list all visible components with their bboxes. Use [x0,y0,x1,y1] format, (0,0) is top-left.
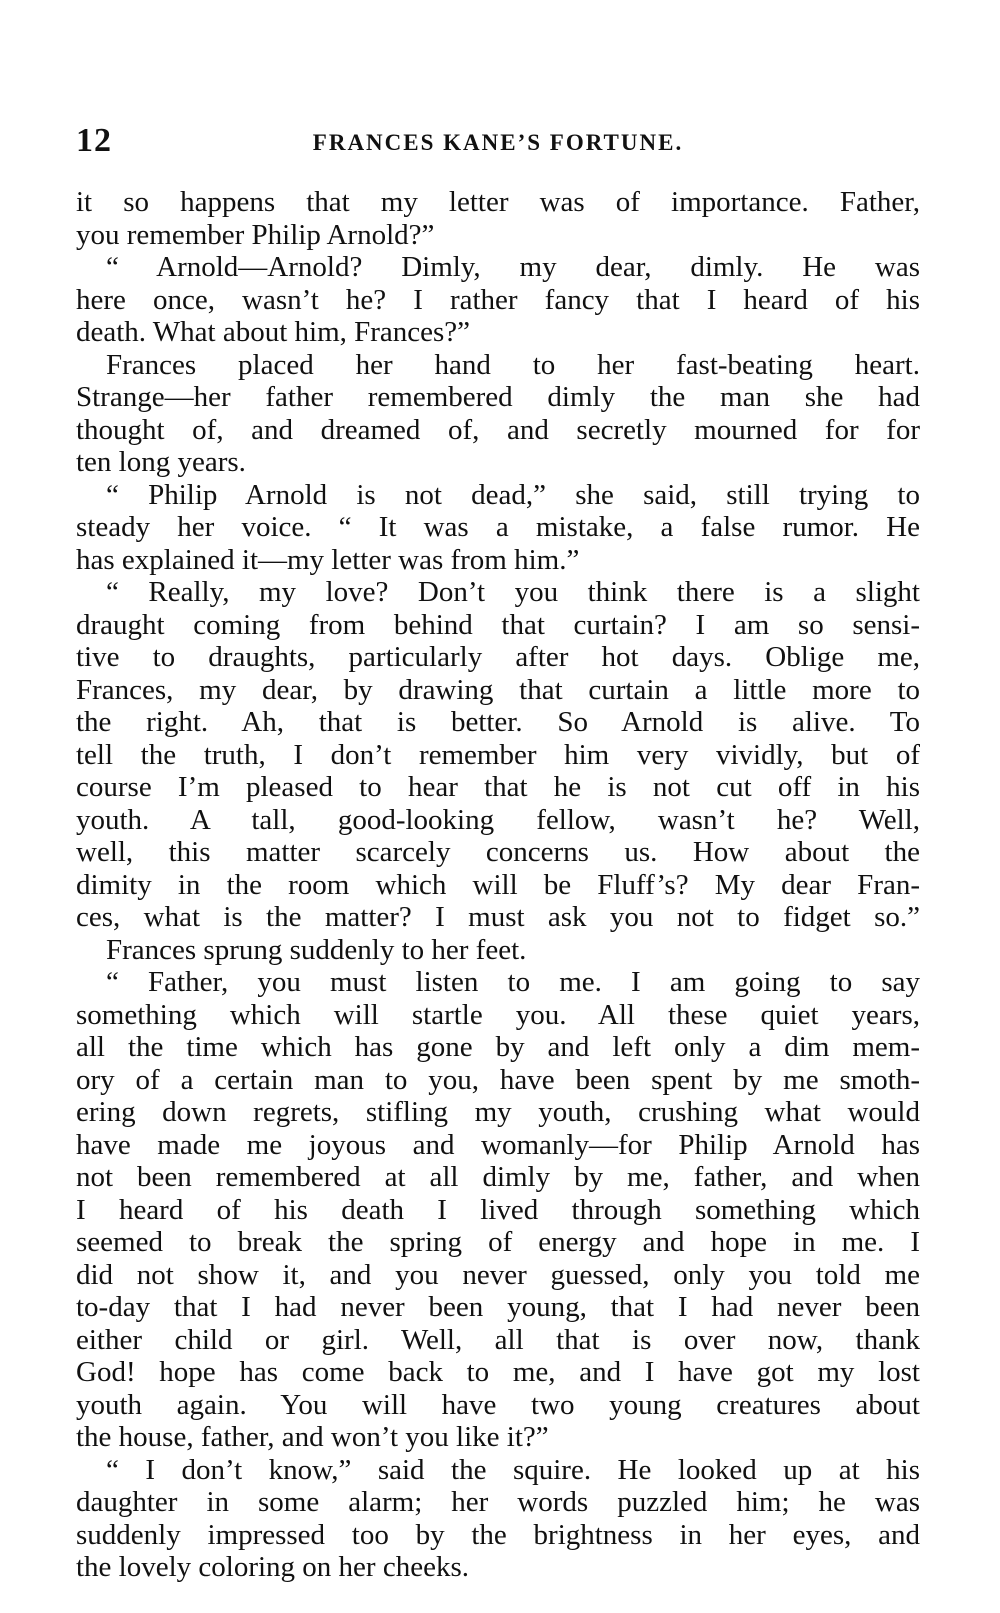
text-line: here once, wasn’t he? I rather fancy that I heard of his [76,283,920,316]
text-line: Frances placed her hand to her fast-beating heart. [106,348,920,381]
text-line: well, this matter scarcely concerns us. How about the [76,836,920,868]
text-line: suddenly impressed too by the brightness in her eyes, and [76,1518,920,1551]
text-line: something which will startle you. All these quiet years, [76,998,920,1031]
text-line: “ Philip Arnold is not dead,” she said, still trying to [106,478,920,511]
running-head [76,122,920,162]
text-line: have made me joyous and womanly—for Philip Arnold has [76,1128,920,1161]
text-line: the lovely coloring on her cheeks. [76,1551,469,1583]
text-line: did not show it, and you never guessed, only you told me [76,1258,920,1291]
text-line: Strange—her father remembered dimly the man she had [76,381,920,413]
text-line: you remember Philip Arnold?” [76,218,435,251]
text-line: steady her voice. “ It was a mistake, a false rumor. He [76,511,920,543]
text-line: it so happens that my letter was of importance. Father, [76,186,920,218]
body-text [76,186,920,1584]
text-line: to-day that I had never been young, that I had never been [76,1291,920,1323]
text-line: tive to draughts, particularly after hot days. Oblige me, [76,641,920,673]
text-line: draught coming from behind that curtain? I am so sensi- [76,608,920,641]
text-line: youth. A tall, good-looking fellow, wasn’t he? Well, [76,803,920,836]
text-line: seemed to break the spring of energy and hope in me. I [76,1226,920,1258]
text-line: “ Father, you must listen to me. I am going to say [106,966,920,998]
text-line: the right. Ah, that is better. So Arnold is alive. To [76,706,920,738]
text-line: either child or girl. Well, all that is over now, thank [76,1323,920,1356]
text-line: has explained it—my letter was from him.” [76,543,580,576]
text-line: Frances, my dear, by drawing that curtain a little more to [76,673,920,706]
text-line: thought of, and dreamed of, and secretly mourned for for [76,413,920,446]
text-line: ory of a certain man to you, have been spent by me smoth- [76,1063,920,1096]
text-line: daughter in some alarm; her words puzzled him; he was [76,1486,920,1518]
text-line: all the time which has gone by and left only a dim mem- [76,1031,920,1063]
text-line: “ Really, my love? Don’t you think there is a slight [106,576,920,608]
text-line: ces, what is the matter? I must ask you not to fidget so.” [76,901,920,933]
text-line: not been remembered at all dimly by me, father, and when [76,1161,920,1193]
text-line: youth again. You will have two young creatures about [76,1388,920,1421]
text-line: course I’m pleased to hear that he is not cut off in his [76,771,920,803]
text-line: Frances sprung suddenly to her feet. [106,933,527,966]
text-line: dimity in the room which will be Fluff’s? My dear Fran- [76,868,920,901]
text-line: I heard of his death I lived through something which [76,1193,920,1226]
text-line: the house, father, and won’t you like it?” [76,1421,549,1453]
text-line: “ I don’t know,” said the squire. He looked up at his [106,1453,920,1486]
text-line: God! hope has come back to me, and I have got my lost [76,1356,920,1388]
text-line: “ Arnold—Arnold? Dimly, my dear, dimly. He was [106,251,920,283]
text-line: ten long years. [76,446,246,478]
running-title: FRANCES KANE’S FORTUNE. [312,130,684,155]
text-line: tell the truth, I don’t remember him very vividly, but of [76,738,920,771]
text-line: ering down regrets, stifling my youth, crushing what would [76,1096,920,1128]
text-line: death. What about him, Frances?” [76,316,471,348]
page-number: 12 [76,122,112,159]
